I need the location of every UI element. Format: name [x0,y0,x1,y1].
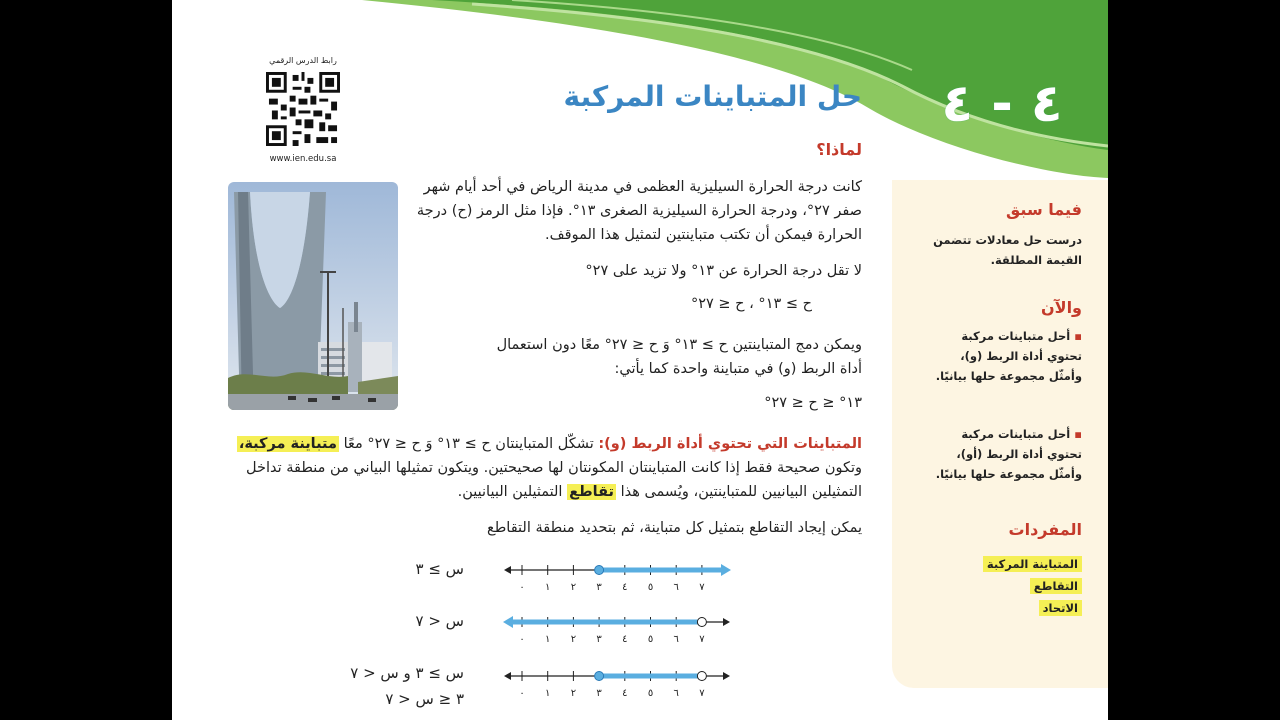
combine-line-1: ويمكن دمج المتباينتين ح ≥ ١٣° وَ ح ≤ ٢٧° معًا دون استعمال [496,337,862,353]
tick-label: ٧ [699,634,705,645]
lesson-number: ٤ - ٤ [941,74,1063,134]
number-line-label-1: س ≥ ٣ [415,560,464,578]
tick-label: ٦ [673,582,679,593]
vocab-item-2[interactable]: التقاطع [1030,578,1082,594]
tick-label: ٠ [519,634,525,645]
closed-dot [595,566,604,575]
number-line-1 [502,558,732,598]
now-item-1-text: أحل متباينات مركبة تحتوي أداة الربط (و)، وأمثّل مجموعة حلها بيانيًا. [935,329,1082,383]
tick-label: ٦ [673,634,679,645]
kingdom-tower-illustration [228,182,398,410]
tick-label: ١ [545,688,551,699]
closed-dot [595,672,604,681]
qr-code-icon[interactable] [266,72,340,146]
now-item-2-text: أحل متباينات مركبة تحتوي أداة الربط (أو)، وأمثّل مجموعة حلها بيانيًا. [935,427,1082,481]
arrow-right-icon [723,618,730,626]
previous-heading: فيما سبق [1006,200,1082,219]
number-line-2 [502,610,732,650]
tick-label: ٣ [596,688,602,699]
combine-line-2: أداة الربط (و) في متباينة واحدة كما يأتي: [614,361,862,377]
now-item-2 [934,424,1082,484]
section-line-2: وتكون صحيحة فقط إذا كانت المتباينتان المكونتان لها صحيحتين. ويتكون تمثيلها البياني من منطقة تداخل [246,460,862,476]
section-line-3 [212,480,862,504]
tick-label: ٥ [647,634,654,645]
number-line-label-3: س ≥ ٣ و س < ٧ [350,664,464,682]
tick-label: ٤ [622,634,628,645]
tick-label: ٧ [699,582,705,593]
section-line-3-text: التمثيلين البيانيين للمتباينتين، ويُسمى هذا [620,484,862,500]
tick-label: ٤ [622,688,628,699]
inequality-pair: ح ≥ ١٣° ، ح ≤ ٢٧° [690,296,812,312]
why-line-1: كانت درجة الحرارة السيليزية العظمى في مدينة الرياض في أحد أيام شهر [423,179,862,195]
why-line-3: الحرارة فيمكن أن تكتب متباينتين لتمثيل هذا الموقف. [545,227,862,243]
tick-label: ١ [545,634,551,645]
vocab-heading: المفردات [1008,520,1082,539]
tick-label: ٢ [570,688,577,699]
vocab-item-1[interactable]: المتباينة المركبة [983,556,1082,572]
tick-label: ٥ [647,582,654,593]
tick-label: ٤ [622,582,628,593]
tick-label: ٣ [596,582,602,593]
vocab-item-3[interactable]: الاتحاد [1039,600,1082,616]
previous-text: درست حل معادلات تتضمن القيمة المطلقة. [933,233,1082,267]
combined-inequality: ١٣° ≤ ح ≤ ٢٧° [764,395,862,411]
qr-code-box[interactable] [257,46,349,170]
tick-label: ٠ [519,688,525,699]
bullet-icon: ▪ [1070,329,1082,343]
qr-caption: رابط الدرس الرقمي [269,56,337,65]
arrow-left-icon [504,566,511,574]
open-dot [697,618,706,627]
term-intersection: تقاطع [569,484,614,500]
tick-label: ٦ [673,688,679,699]
number-line-label-2: س < ٧ [415,612,464,630]
textbook-page [172,0,1108,720]
why-line-2: صفر ٢٧°، ودرجة الحرارة السيليزية الصغرى ١٣°. فإذا مثل الرمز (ح) درجة [416,203,862,219]
tick-label: ٢ [570,634,577,645]
tick-label: ٧ [699,688,705,699]
number-line-label-3b: ٣ ≤ س < ٧ [385,690,464,708]
section-heading: المتباينات التي تحتوي أداة الربط (و): [598,436,862,452]
tick-label: ٥ [647,688,654,699]
combine-paragraph [402,333,862,381]
open-dot [697,672,706,681]
arrow-right-icon [723,672,730,680]
and-section-paragraph [212,432,862,504]
riyadh-tower-photo [228,182,398,410]
qr-url[interactable]: www.ien.edu.sa [269,154,337,164]
page-title: حل المتباينات المركبة [563,80,862,113]
solution-arrow-icon [721,564,731,576]
tick-label: ١ [545,582,551,593]
why-condition: لا تقل درجة الحرارة عن ١٣° ولا تزيد على ٢٧° [585,263,862,279]
why-heading: لماذا؟ [816,140,862,159]
sidebar-panel [892,180,1108,688]
section-line-1 [212,432,862,456]
section-line-3-end: التمثيلين البيانيين. [457,484,563,500]
arrow-left-icon [504,672,511,680]
why-paragraph [402,175,862,247]
now-heading: والآن [1041,298,1082,317]
tick-label: ٣ [596,634,602,645]
number-line-3 [502,664,732,704]
solution-arrow-icon [503,616,513,628]
section-line-1-text: تشكّل المتباينتان ح ≥ ١٣° وَ ح ≤ ٢٧° معًا [343,436,594,452]
now-item-1 [934,326,1082,386]
tick-label: ٢ [570,582,577,593]
term-compound-inequality: متباينة مركبة، [238,436,337,452]
tick-label: ٠ [519,582,525,593]
bullet-icon: ▪ [1070,427,1082,441]
intersection-intro: يمكن إيجاد التقاطع بتمثيل كل متباينة، ثم بتحديد منطقة التقاطع [487,520,862,536]
